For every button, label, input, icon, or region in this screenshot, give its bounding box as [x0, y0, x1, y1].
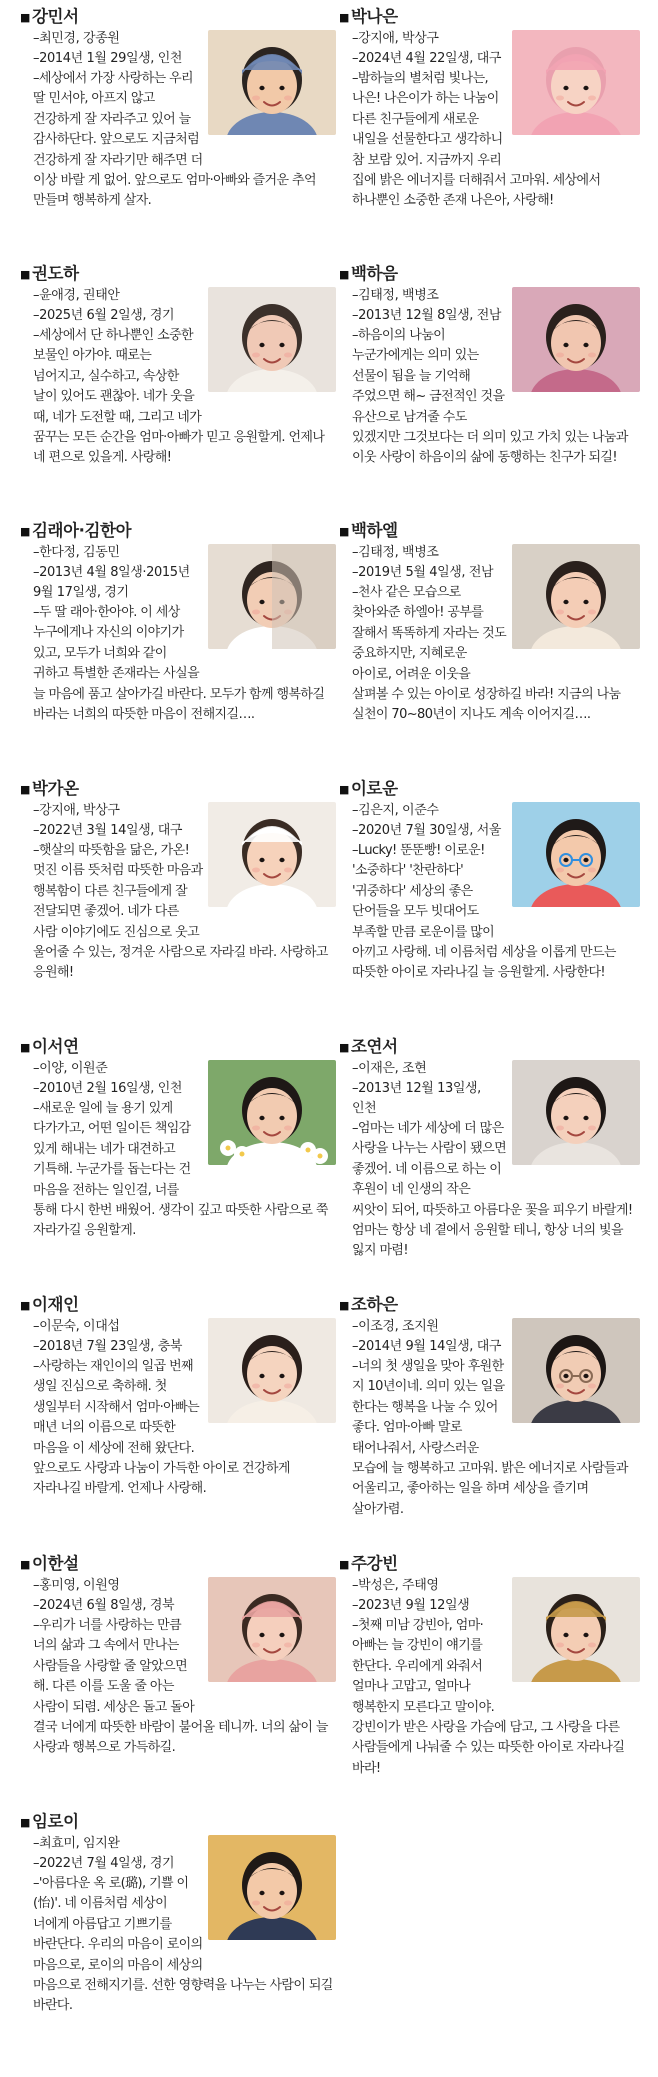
child-photo: [208, 1318, 336, 1423]
message-text: –사랑하는 재인이의 일곱 번째 생일 진심으로 축하해. 첫 생일부터 시작해서 엄마·아빠는 매년 너의 이름으로 따뜻한 마음을 이 세상에 전해 왔단다. 앞으로도 사랑과 나눔이 가득한 아이로 건강하게 자라나길 바랄게. 언제나 사랑해.: [33, 1359, 290, 1497]
child-entry: [18, 1805, 336, 2040]
name-bullet-icon: ■: [20, 1816, 30, 1829]
child-entry: [337, 1288, 640, 1523]
birth-info: –2013년 12월 8일생, 전남: [352, 308, 502, 323]
child-entry: [337, 514, 640, 749]
birth-info: –2014년 9월 14일생, 대구: [352, 1339, 502, 1354]
child-name: [339, 6, 640, 29]
name-bullet-icon: ■: [339, 783, 349, 796]
child-photo: [208, 1835, 336, 1940]
child-name: [20, 1553, 336, 1576]
child-entry: [18, 1288, 336, 1523]
child-photo: [208, 1060, 336, 1165]
child-photo: [208, 544, 336, 649]
child-name: [20, 6, 336, 29]
parents-names: –한다정, 김동민: [33, 545, 120, 560]
parents-names: –최민경, 강종원: [33, 31, 120, 46]
child-photo: [208, 30, 336, 135]
message-text: –우리가 너를 사랑하는 만큼 너의 삶과 그 속에서 만나는 사람들을 사랑할 줄 알았으면 해. 다른 이를 도울 줄 아는 사람이 되렴. 세상은 돌고 돌아 결국 너에게 따뜻한 바람이 불어올 테니까. 너의 삶이 늘 사랑과 행복으로 가득하길.: [33, 1618, 328, 1756]
message-text: –너의 첫 생일을 맞아 후원한 지 10년이네. 의미 있는 일을 한다는 행복을 나눌 수 있어 좋다. 엄마·아빠 말로 태어나줘서, 사랑스러운 모습에 늘 행복하고 고마워. 밝은 에너지로 사람들과 어울리고, 좋아하는 일을 하며 세상을 즐기며 살아가렴.: [352, 1359, 628, 1517]
parents-names: –홍미영, 이원영: [33, 1578, 120, 1593]
parents-names: –이재은, 조현: [352, 1061, 427, 1076]
child-entry: [18, 257, 336, 492]
child-name: [20, 263, 336, 286]
message-text: –세상에서 단 하나뿐인 소중한 보물인 아가야. 때로는 넘어지고, 실수하고, 속상한 날이 있어도 괜찮아. 네가 웃을 때, 네가 도전할 때, 그리고 네가 꿈꾸는 모든 순간을 엄마·아빠가 믿고 응원할게. 언제나 네 편으로 있을게. 사랑해!: [33, 328, 325, 466]
parents-names: –이문숙, 이대섭: [33, 1319, 120, 1334]
child-name: [339, 263, 640, 286]
child-photo: [512, 1577, 640, 1682]
child-name-text: 강민서: [32, 7, 79, 26]
child-name-text: 주강빈: [351, 1554, 398, 1573]
child-photo: [208, 1577, 336, 1682]
parents-names: –김태정, 백병조: [352, 288, 439, 303]
child-name: [339, 1294, 640, 1317]
message-text: –첫째 미남 강빈아, 엄마·아빠는 늘 강빈이 얘기를 한단다. 우리에게 와줘서 얼마나 고맙고, 얼마나 행복한지 모른다고 말이야. 강빈이가 받은 사랑을 가슴에 담고, 그 사랑을 다른 사람들에게 나눠줄 수 있는 따뜻한 아이로 자라나길 바라!: [352, 1618, 625, 1776]
name-bullet-icon: ■: [339, 1299, 349, 1312]
child-name: [339, 1553, 640, 1576]
child-photo: [512, 1318, 640, 1423]
child-entry: [337, 257, 640, 492]
birth-info: –2024년 4월 22일생, 대구: [352, 51, 502, 66]
child-photo: [512, 287, 640, 392]
child-name-text: 백하엘: [351, 521, 398, 540]
child-name: [339, 778, 640, 801]
message-text: –엄마는 네가 세상에 더 많은 사랑을 나누는 사람이 됐으면 좋겠어. 네 이름으로 하는 이 후원이 네 인생의 작은 씨앗이 되어, 따뜻하고 아름다운 꽃을 피우기 바랄게! 엄마는 항상 네 곁에서 응원할 테니, 항상 너의 빛을 잃지 마렴!: [352, 1121, 633, 1259]
child-name-text: 이재인: [32, 1295, 79, 1314]
child-name-text: 이서연: [32, 1037, 79, 1056]
child-name: [20, 1036, 336, 1059]
name-bullet-icon: ■: [20, 1299, 30, 1312]
name-bullet-icon: ■: [20, 1558, 30, 1571]
name-bullet-icon: ■: [339, 1041, 349, 1054]
child-entry: [337, 1547, 640, 1782]
child-name: [339, 1036, 640, 1059]
name-bullet-icon: ■: [20, 525, 30, 538]
name-bullet-icon: ■: [20, 1041, 30, 1054]
name-bullet-icon: ■: [339, 11, 349, 24]
child-name: [339, 520, 640, 543]
message-text: –새로운 일에 늘 용기 있게 다가가고, 어떤 일이든 책임감 있게 해내는 네가 대견하고 기특해. 누군가를 돕는다는 건 마음을 전하는 일인걸, 너를 통해 다시 한번 배웠어. 생각이 깊고 따뜻한 사람으로 쭉 자라가길 응원할게.: [33, 1101, 328, 1239]
parents-names: –김은지, 이준수: [352, 803, 439, 818]
birth-info: –2010년 2월 16일생, 인천: [33, 1081, 183, 1096]
message-text: –밤하늘의 별처럼 빛나는, 나은! 나은이가 하는 나눔이 다른 친구들에게 새로운 내일을 선물한다고 생각하니 참 보람 있어. 지금까지 우리 집에 밝은 에너지를 더해줘서 고마워. 세상에서 하나뿐인 소중한 존재 나은아, 사랑해!: [352, 71, 601, 209]
parents-names: –이조경, 조지원: [352, 1319, 439, 1334]
child-entry: [337, 0, 640, 235]
child-entry: [337, 772, 640, 1007]
child-name-text: 김래아·김한아: [32, 521, 132, 540]
name-bullet-icon: ■: [339, 1558, 349, 1571]
child-name-text: 이한설: [32, 1554, 79, 1573]
birth-info: –2019년 5월 4일생, 전남: [352, 565, 494, 580]
parents-names: –김태정, 백병조: [352, 545, 439, 560]
birth-info: –2025년 6월 2일생, 경기: [33, 308, 175, 323]
child-entry: [18, 514, 336, 749]
parents-names: –최효미, 임지완: [33, 1836, 120, 1851]
name-bullet-icon: ■: [339, 525, 349, 538]
name-bullet-icon: ■: [339, 268, 349, 281]
message-text: –Lucky! 뚠뚠빵! 이로운! '소중하다' '찬란하다' '귀중하다' 세상의 좋은 단어들을 모두 빗대어도 부족할 만큼 로운이를 많이 아끼고 사랑해. 네 이름처럼 세상을 이롭게 만드는 따뜻한 아이로 자라나길 늘 응원할게. 사랑한다!: [352, 843, 616, 981]
birth-info: –2023년 9월 12일생: [352, 1598, 470, 1613]
child-name-text: 권도하: [32, 264, 79, 283]
child-photo: [512, 544, 640, 649]
child-entry: [337, 1030, 640, 1265]
child-name: [20, 1294, 336, 1317]
message-text: –세상에서 가장 사랑하는 우리 딸 민서야, 아프지 않고 건강하게 잘 자라주고 있어 늘 감사하단다. 앞으로도 지금처럼 건강하게 잘 자라기만 해주면 더 이상 바랄 게 없어. 앞으로도 엄마·아빠와 즐거운 추억 만들며 행복하게 살자.: [33, 71, 316, 209]
birth-info: –2022년 3월 14일생, 대구: [33, 823, 183, 838]
birth-info: –2013년 4월 8일생·2015년 9월 17일생, 경기: [33, 565, 190, 600]
child-photo: [512, 1060, 640, 1165]
child-photo: [512, 30, 640, 135]
child-name: [20, 1811, 336, 1834]
child-entry: [18, 772, 336, 1007]
message-text: –천사 같은 모습으로 찾아와준 하엘아! 공부를 잘해서 똑똑하게 자라는 것도 중요하지만, 지혜로운 아이로, 어려운 이웃을 살펴볼 수 있는 아이로 성장하길 바라! 지금의 나눔 실천이 70~80년이 지나도 계속 이어지길….: [352, 585, 621, 723]
parents-names: –강지애, 박상구: [352, 31, 439, 46]
parents-names: –윤애경, 권태안: [33, 288, 120, 303]
birth-info: –2022년 7월 4일생, 경기: [33, 1856, 175, 1871]
message-text: –햇살의 따뜻함을 닮은, 가온! 멋진 이름 뜻처럼 따뜻한 마음과 행복함이 다른 친구들에게 잘 전달되면 좋겠어. 네가 다른 사람 이야기에도 진심으로 웃고 울어줄 수 있는, 정겨운 사람으로 자라길 바라. 사랑하고 응원해!: [33, 843, 328, 981]
message-text: –두 딸 래아·한아야. 이 세상 누구에게나 자신의 이야기가 있고, 모두가 너희와 같이 귀하고 특별한 존재라는 사실을 늘 마음에 품고 살아가길 바란다. 모두가 함께 행복하길 바라는 너희의 따뜻한 마음이 전해지길….: [33, 605, 325, 723]
child-photo: [512, 802, 640, 907]
child-name-text: 박나은: [351, 7, 398, 26]
name-bullet-icon: ■: [20, 11, 30, 24]
birth-info: –2014년 1월 29일생, 인천: [33, 51, 183, 66]
child-entry: [18, 0, 336, 235]
child-name-text: 이로운: [351, 779, 398, 798]
child-name-text: 백하음: [351, 264, 398, 283]
birth-info: –2013년 12월 13일생, 인천: [352, 1081, 481, 1116]
birth-info: –2018년 7월 23일생, 충북: [33, 1339, 183, 1354]
child-name: [20, 778, 336, 801]
name-bullet-icon: ■: [20, 268, 30, 281]
birth-info: –2024년 6월 8일생, 경북: [33, 1598, 175, 1613]
parents-names: –이양, 이원준: [33, 1061, 108, 1076]
child-name-text: 조연서: [351, 1037, 398, 1056]
message-text: –'아름다운 옥 로(璐), 기쁠 이(怡)'. 네 이름처럼 세상이 너에게 아름답고 기쁘기를 바란단다. 우리의 마음이 로이의 마음으로, 로이의 마음이 세상의 마음으로 전해지기를. 선한 영향력을 나누는 사람이 되길 바란다.: [33, 1876, 333, 2014]
message-text: –하음이의 나눔이 누군가에게는 의미 있는 선물이 됨을 늘 기억해 주었으면 해~ 금전적인 것을 유산으로 남겨줄 수도 있겠지만 그것보다는 더 의미 있고 가치 있는 나눔과 이웃 사랑이 하음이의 삶에 동행하는 친구가 되길!: [352, 328, 628, 466]
child-entry: [18, 1547, 336, 1782]
name-bullet-icon: ■: [20, 783, 30, 796]
parents-names: –강지애, 박상구: [33, 803, 120, 818]
parents-names: –박성은, 주태영: [352, 1578, 439, 1593]
child-name-text: 조하은: [351, 1295, 398, 1314]
birth-info: –2020년 7월 30일생, 서울: [352, 823, 502, 838]
child-name-text: 박가온: [32, 779, 79, 798]
child-name: [20, 520, 336, 543]
child-entry: [18, 1030, 336, 1265]
child-photo: [208, 287, 336, 392]
child-photo: [208, 802, 336, 907]
child-name-text: 임로이: [32, 1812, 79, 1831]
